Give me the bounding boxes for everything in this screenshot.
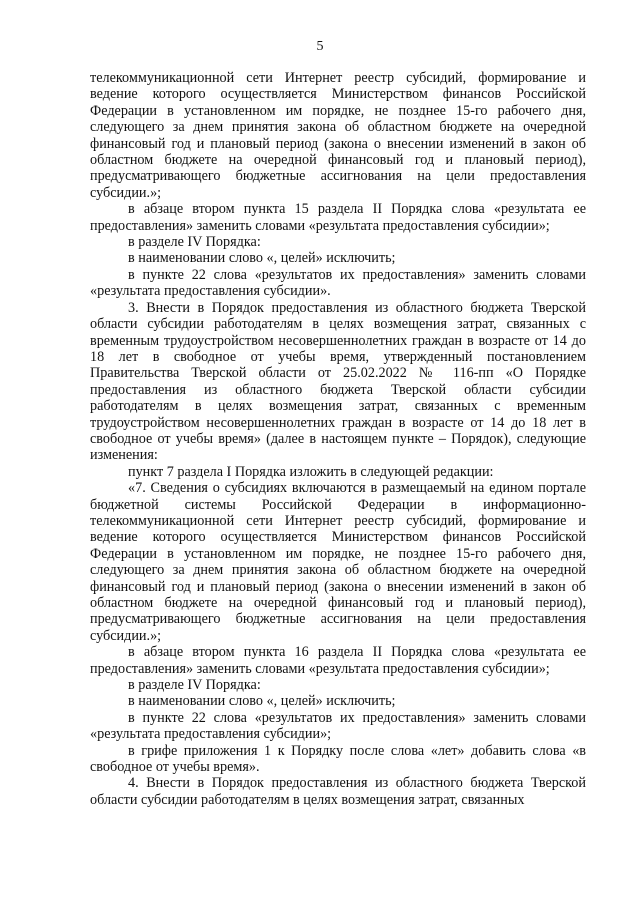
page-number: 5: [316, 39, 324, 54]
paragraph: в пункте 22 слова «результатов их предоставления» заменить словами «результата предоставления субсидии»;: [90, 709, 586, 743]
paragraph: в наименовании слово «, целей» исключить;: [128, 250, 396, 267]
paragraph: в наименовании слово «, целей» исключить;: [128, 693, 396, 710]
paragraph: 4. Внести в Порядок предоставления из областного бюджета Тверской области субсидии работодателям в целях возмещения затрат, связанных: [90, 775, 586, 808]
paragraph: в абзаце втором пункта 15 раздела II Порядка слова «результата ее предоставления» заменить словами «результата предоставления субсидии»;: [90, 201, 586, 234]
paragraph: в абзаце втором пункта 16 раздела II Порядка слова «результата ее предоставления» заменить словами «результата предоставления субсидии»;: [90, 644, 586, 677]
paragraph: 3. Внести в Порядок предоставления из областного бюджета Тверской области субсидии работодателям в целях возмещения затрат, связанных с временным трудоустройством несовершеннолетних граждан в возрасте от 14 до 18 лет в свободное от учебы время, утвержденный постановлением Правительства Тверской области от 25.02.2022 № 116-пп «О Порядке предоставления из областного бюджета Тверской области субсидии работодателям в целях возмещения затрат, связанных с временным трудоустройством несовершеннолетних граждан в возрасте от 14 до 18 лет в свободное от учебы время» (далее в настоящем пункте – Порядок), следующие изменения:: [90, 299, 586, 464]
paragraph: в пункте 22 слова «результатов их предоставления» заменить словами «результата предоставления субсидии».: [90, 266, 586, 300]
document-body: [90, 70, 586, 808]
paragraph: «7. Сведения о субсидиях включаются в размещаемый на едином портале бюджетной системы Российской Федерации в информационно-телекоммуникационной сети Интернет реестр субсидий, формирование и ведение которого осуществляется Министерством финансов Российской Федерации в установленном им порядке, не позднее 15-го рабочего дня, следующего за днем принятия закона об областном бюджете на очередной финансовый год и плановый период (закона о внесении изменений в закон об областном бюджете на очередной финансовый год и плановый период), предусматривающего бюджетные ассигнования на цели предоставления субсидии.»;: [90, 480, 586, 644]
paragraph: в разделе IV Порядка:: [128, 677, 261, 694]
paragraph: в разделе IV Порядка:: [128, 234, 261, 251]
paragraph: в грифе приложения 1 к Порядку после слова «лет» добавить слова «в свободное от учебы время».: [90, 742, 586, 776]
paragraph: телекоммуникационной сети Интернет реестр субсидий, формирование и ведение которого осуществляется Министерством финансов Российской Федерации в установленном им порядке, не позднее 15-го рабочего дня, следующего за днем принятия закона об областном бюджете на очередной финансовый год и плановый период (закона о внесении изменений в закон об областном бюджете на очередной финансовый год и плановый период), предусматривающего бюджетные ассигнования на цели предоставления субсидии.»;: [90, 70, 586, 201]
paragraph: пункт 7 раздела I Порядка изложить в следующей редакции:: [128, 463, 494, 480]
